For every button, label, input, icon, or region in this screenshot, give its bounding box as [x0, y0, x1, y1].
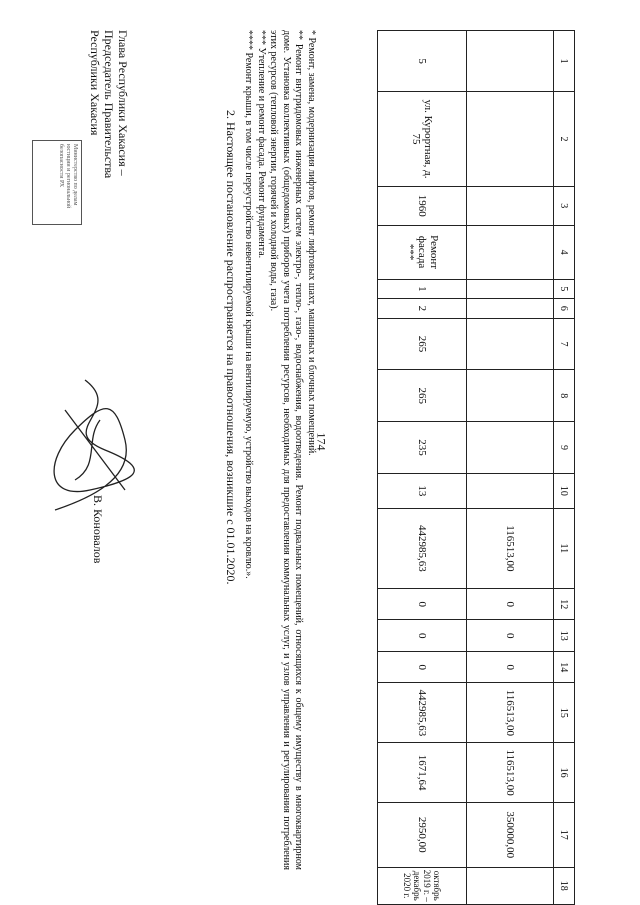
table-cell: 350000,00	[467, 803, 554, 868]
table-cell: 2	[378, 299, 467, 319]
col-header: 14	[554, 651, 575, 683]
year-cell: 1960	[378, 186, 467, 225]
col-header: 8	[554, 370, 575, 422]
table-cell	[467, 225, 554, 279]
table-cell	[467, 299, 554, 319]
footnote: **** Ремонт крыши, в том числе переустройство невентилируемой крыши на вентилируемую, устройство выходов на кровлю.».	[243, 30, 255, 579]
table-cell: 0	[467, 588, 554, 620]
col-header: 12	[554, 588, 575, 620]
row-number: 5	[378, 31, 467, 92]
table-cell	[467, 318, 554, 370]
footnote: ** Ремонт внутридомовых инженерных систем электро-, тепло-, газо-, водоснабжения, водоотведения. Ремонт подвальных помещений, относящихся к общему имуществу в многоквартирном доме. Установка коллективных (общедомовых) приборов учета потребления ресурсов, необходимых для предоставления коммунальных услуг, и узлов управления и регулирования потребления этих ресурсов (тепловой энергии, горячей и холодной воды, газа).	[268, 30, 305, 870]
table-cell: 0	[378, 651, 467, 683]
period-cell: октябрь 2019 г. – декабрь 2020 г.	[378, 867, 467, 904]
col-header: 4	[554, 225, 575, 279]
table-cell: 0	[467, 620, 554, 652]
page-number: 174	[314, 432, 329, 451]
repair-program-table	[377, 30, 575, 905]
signer-name: В. Коновалов	[91, 495, 105, 564]
footnotes	[242, 30, 317, 870]
table-cell: 442985,63	[378, 683, 467, 743]
table-cell	[467, 31, 554, 92]
table-cell: 13	[378, 473, 467, 508]
col-header: 18	[554, 867, 575, 904]
table-cell	[467, 473, 554, 508]
footnote: *** Утепление и ремонт фасада. Ремонт фундамента.	[256, 30, 267, 259]
registration-stamp: Министерство по делам юстиции и региональной безопасности РХ	[32, 140, 82, 225]
table-cell: 0	[467, 651, 554, 683]
title-line: Председатель Правительства	[102, 30, 116, 179]
table-cell	[467, 92, 554, 187]
table-cell: 1	[378, 279, 467, 299]
col-header: 5	[554, 279, 575, 299]
table-cell: 442985,63	[378, 508, 467, 588]
table-row	[467, 31, 554, 905]
table-cell: 235	[378, 422, 467, 474]
table-cell	[467, 422, 554, 474]
title-line: Глава Республики Хакасия –	[116, 30, 130, 176]
col-header: 13	[554, 620, 575, 652]
col-header: 10	[554, 473, 575, 508]
table-cell	[467, 867, 554, 904]
col-header: 7	[554, 318, 575, 370]
signatory-title	[88, 30, 130, 178]
col-header: 17	[554, 803, 575, 868]
table-cell: 1671,64	[378, 743, 467, 803]
col-header: 2	[554, 92, 575, 187]
table-row	[378, 31, 467, 905]
column-number-row	[554, 31, 575, 905]
table-cell: 265	[378, 370, 467, 422]
table-cell: 116513,00	[467, 508, 554, 588]
address-cell: ул. Курортная, д. 75	[378, 92, 467, 187]
table-cell: 116513,00	[467, 743, 554, 803]
col-header: 9	[554, 422, 575, 474]
table-cell	[467, 186, 554, 225]
title-line: Республики Хакасия	[88, 30, 102, 136]
table-cell	[467, 279, 554, 299]
table-cell: 2950,00	[378, 803, 467, 868]
table-cell: 0	[378, 588, 467, 620]
table-cell	[467, 370, 554, 422]
table-cell: 265	[378, 318, 467, 370]
col-header: 16	[554, 743, 575, 803]
work-type-cell: Ремонт фасада ***	[378, 225, 467, 279]
footnote: * Ремонт, замена, модернизация лифтов, ремонт лифтовых шахт, машинных и блочных помещений.	[306, 30, 317, 456]
col-header: 3	[554, 186, 575, 225]
col-header: 15	[554, 683, 575, 743]
table-cell: 0	[378, 620, 467, 652]
col-header: 6	[554, 299, 575, 319]
col-header: 1	[554, 31, 575, 92]
decree-paragraph: 2. Настоящее постановление распространяется на правоотношения, возникшие с 01.01.2020.	[224, 110, 238, 585]
col-header: 11	[554, 508, 575, 588]
table-cell: 116513,00	[467, 683, 554, 743]
